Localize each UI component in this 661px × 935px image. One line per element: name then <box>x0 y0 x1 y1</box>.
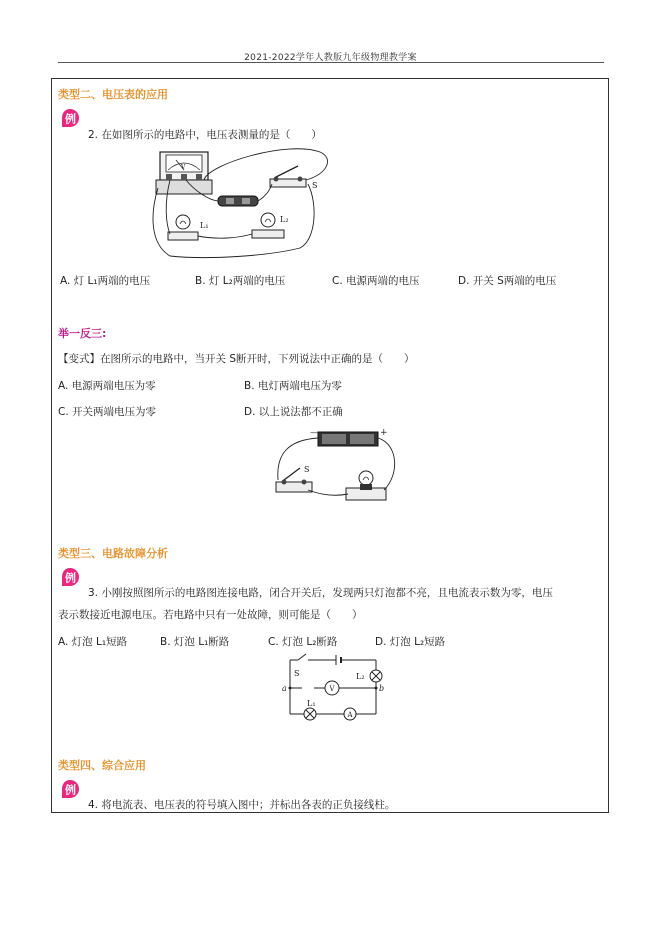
svg-text:例: 例 <box>65 571 76 585</box>
section-title-voltmeter: 类型二、电压表的应用 <box>58 88 168 101</box>
question-2-option-d[interactable]: D. 开关 S两端的电压 <box>458 275 557 287</box>
question-2-option-b[interactable]: B. 灯 L₂两端的电压 <box>195 275 286 287</box>
svg-text:a: a <box>282 684 287 693</box>
svg-text:b: b <box>379 684 385 693</box>
figure-voltmeter-circuit <box>148 144 338 262</box>
svg-text:L₁: L₁ <box>307 699 316 708</box>
svg-text:例: 例 <box>65 112 76 126</box>
svg-text:+: + <box>380 428 388 438</box>
svg-text:L₂: L₂ <box>356 672 365 681</box>
question-3-text-line2: 表示数接近电源电压。若电路中只有一处故障，则可能是（ ） <box>58 609 363 621</box>
svg-text:V: V <box>181 164 186 171</box>
figure-switch-circuit <box>268 424 400 508</box>
practice-option-c[interactable]: C. 开关两端电压为零 <box>58 406 157 418</box>
question-3-option-d[interactable]: D. 灯泡 L₂短路 <box>375 636 446 648</box>
svg-text:S: S <box>304 465 310 474</box>
question-2-option-a[interactable]: A. 灯 L₁两端的电压 <box>60 275 151 287</box>
practice-title: 举一反三: <box>58 327 107 340</box>
example-badge-icon <box>60 779 80 799</box>
svg-text:A: A <box>347 711 353 719</box>
example-badge-icon <box>60 108 80 128</box>
question-2-option-c[interactable]: C. 电源两端的电压 <box>332 275 420 287</box>
svg-text:S: S <box>312 181 318 190</box>
question-3-option-c[interactable]: C. 灯泡 L₂断路 <box>268 636 338 648</box>
svg-text:L₂: L₂ <box>280 215 289 224</box>
practice-question-text: 【变式】在图所示的电路中，当开关 S断开时，下列说法中正确的是（ ） <box>58 353 415 365</box>
svg-text:例: 例 <box>65 783 76 797</box>
example-badge-icon <box>60 567 80 587</box>
page-header: 2021-2022学年人教版九年级物理教学案 <box>244 53 417 63</box>
figure-fault-circuit <box>280 652 392 724</box>
svg-text:V: V <box>329 685 335 693</box>
header-divider <box>58 62 604 63</box>
practice-option-b[interactable]: B. 电灯两端电压为零 <box>244 380 342 392</box>
svg-text:L₁: L₁ <box>200 221 209 230</box>
section-title-comprehensive: 类型四、综合应用 <box>58 759 146 772</box>
practice-option-a[interactable]: A. 电源两端电压为零 <box>58 380 156 392</box>
section-title-fault-analysis: 类型三、电路故障分析 <box>58 547 168 560</box>
question-4-text: 4. 将电流表、电压表的符号填入图中；并标出各表的正负接线柱。 <box>88 799 396 811</box>
svg-text:—: — <box>310 428 318 437</box>
question-3-option-a[interactable]: A. 灯泡 L₁短路 <box>58 636 128 648</box>
question-2-text: 2. 在如图所示的电路中，电压表测量的是（ ） <box>88 129 322 141</box>
question-3-text-line1: 3. 小刚按照图所示的电路图连接电路，闭合开关后，发现两只灯泡都不亮，且电流表示数为零，电压 <box>88 587 553 599</box>
question-3-option-b[interactable]: B. 灯泡 L₁断路 <box>160 636 230 648</box>
svg-text:S: S <box>294 669 300 678</box>
practice-option-d[interactable]: D. 以上说法都不正确 <box>244 406 343 418</box>
